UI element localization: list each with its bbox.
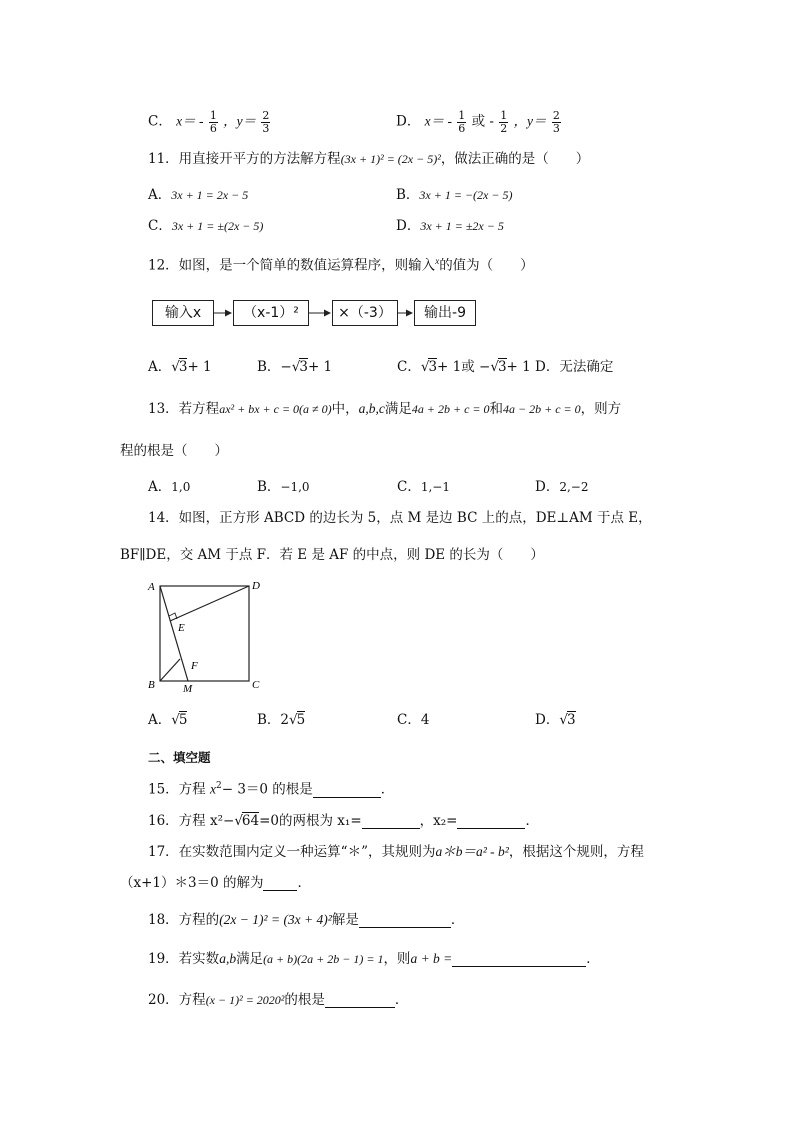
q13-stem: 13．若方程ax² + bx + c = 0(a ≠ 0)中，a,b,c满足4a + 2b + c = 0和4a − 2b + c = 0，则方: [148, 401, 622, 417]
label-d: D: [252, 580, 260, 592]
q18: 18．方程的(2x − 1)² = (3x + 4)²解是 ．: [148, 912, 465, 928]
label-c: C: [252, 679, 260, 691]
answer-blank[interactable]: [359, 915, 451, 928]
q12-option-c: C．√3+ 1或 −√3+ 1: [397, 359, 531, 375]
flow-box-square: （x-1）²: [233, 300, 309, 326]
q11-option-d: D．3x + 1 = ±2x − 5: [396, 218, 504, 234]
answer-blank[interactable]: [452, 954, 586, 967]
q14-option-c: C．4: [397, 712, 430, 728]
label-m: M: [183, 683, 193, 695]
answer-blank-x2[interactable]: [457, 816, 525, 829]
answer-blank[interactable]: [325, 995, 395, 1008]
label-f: F: [191, 660, 198, 672]
q13-option-c: C．1,−1: [397, 479, 450, 495]
q12-option-b: B．−√3+ 1: [257, 359, 333, 375]
fraction: $\frac{1}{6}$: [458, 109, 466, 135]
q16: 16．方程 x²−√64=0的两根为 x₁= ，x₂= ．: [148, 813, 539, 829]
label-a: A: [148, 581, 155, 593]
q17-line2: （x+1）＊3＝0 的解为 ．: [120, 875, 311, 891]
q13-stem-line2: 程的根是（ ）: [120, 443, 228, 459]
q12-option-a: A．√3+ 1: [148, 359, 212, 375]
fraction: $\frac{1}{2}$: [500, 109, 508, 135]
fraction: $\frac{1}{6}$: [209, 109, 217, 135]
q10-option-c: C． x＝ - $\frac{1}{6}$ ，y＝ $\frac{2}{3}$: [148, 109, 270, 135]
q20: 20．方程(x − 1)² = 2020²的根是 ．: [148, 992, 409, 1008]
section-title-fill-blank: 二、填空题: [148, 750, 211, 765]
q17-line1: 17．在实数范围内定义一种运算“＊”，其规则为a＊b＝a² - b²，根据这个规则，方程: [148, 844, 644, 860]
q11-option-b: B．3x + 1 = −(2x − 5): [396, 187, 513, 203]
answer-blank[interactable]: [263, 878, 297, 891]
q15: 15．方程 $x^2- 3=0$ 的根是 ．: [148, 781, 395, 798]
label-b: B: [148, 679, 155, 691]
q11-option-c: C．3x + 1 = ±(2x − 5): [148, 218, 264, 234]
q13-option-b: B．−1,0: [257, 479, 310, 495]
q14-stem-line1: 14．如图，正方形 ABCD 的边长为 5，点 M 是边 BC 上的点，DE⊥AM 于点 E，: [148, 510, 652, 526]
fraction: $\frac{2}{3}$: [262, 109, 270, 135]
q10-option-d: D． x＝ - $\frac{1}{6}$ 或 - $\frac{1}{2}$ ，y＝ $\frac{2}{3}$: [396, 109, 560, 135]
q14-stem-line2: BF∥DE，交 AM 于点 F．若 E 是 AF 的中点，则 DE 的长为（ ）: [120, 547, 544, 563]
q12-option-d: D．无法确定: [535, 359, 614, 375]
flow-box-output: 输出-9: [414, 300, 476, 326]
q14-option-b: B．2√5: [257, 712, 306, 728]
q11-option-a: A．3x + 1 = 2x − 5: [148, 187, 249, 203]
flow-box-input: 输入x: [152, 300, 214, 326]
label-e: E: [178, 622, 185, 634]
q13-option-d: D．2,−2: [535, 479, 589, 495]
answer-blank[interactable]: [313, 785, 381, 798]
flow-box-multiply: ×（-3）: [332, 300, 398, 326]
q14-option-a: A．√5: [148, 712, 188, 728]
q19: 19．若实数a,b满足(a + b)(2a + 2b − 1) = 1，则a + b = ．: [148, 951, 600, 967]
fraction: $\frac{2}{3}$: [552, 109, 560, 135]
q12-stem: 12．如图，是一个简单的数值运算程序，则输入$^x$的值为（ ）: [148, 256, 534, 274]
q14-square-figure: [142, 576, 272, 698]
q11-stem: 11．用直接开平方的方法解方程(3x + 1)² = (2x − 5)²，做法正确的是（ ）: [148, 151, 590, 167]
flow-arrows: [0, 299, 794, 329]
q13-option-a: A．1,0: [148, 479, 191, 495]
answer-blank-x1[interactable]: [362, 816, 420, 829]
q14-option-d: D．√3: [535, 712, 576, 728]
